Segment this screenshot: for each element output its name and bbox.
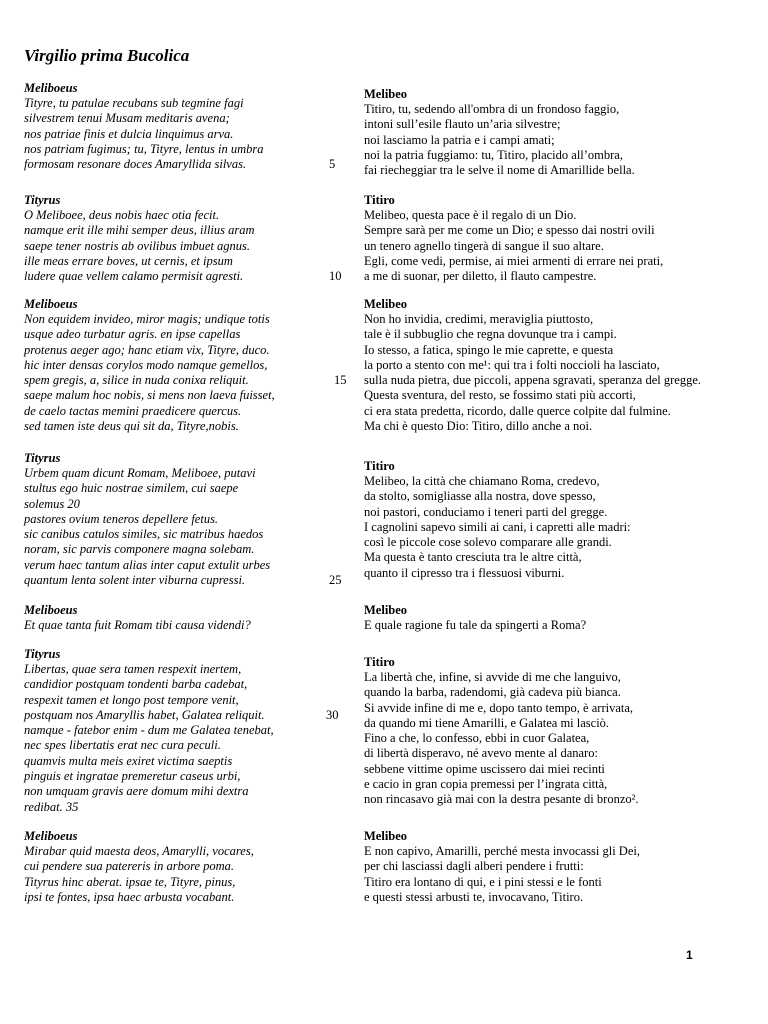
verse-line: postquam nos Amaryllis habet, Galatea reliquit. 30 bbox=[24, 707, 339, 722]
verse-line: Et quae tanta fuit Romam tibi causa videndi? bbox=[24, 618, 251, 632]
italian-stanza bbox=[364, 192, 663, 284]
verse-line: La libertà che, infine, si avvide di me che languivo, bbox=[364, 670, 621, 684]
verse-line: Titiro, tu, sedendo all'ombra di un frondoso faggio, bbox=[364, 102, 620, 116]
verse-line: Melibeo, questa pace è il regalo di un Dio. bbox=[364, 208, 577, 222]
verse-line: hic inter densas corylos modo namque gemellos, bbox=[24, 357, 268, 372]
verse-line: redibat. 35 bbox=[24, 799, 79, 814]
latin-stanza bbox=[24, 80, 336, 172]
verse-line: solemus 20 bbox=[24, 496, 80, 511]
italian-stanza bbox=[364, 654, 639, 808]
line-number: 25 bbox=[329, 573, 342, 588]
speaker-name: Tityrus bbox=[24, 451, 61, 465]
verse-line: Questa sventura, del resto, se fossimo stati più accorti, bbox=[364, 388, 636, 403]
verse-line: O Meliboee, deus nobis haec otia fecit. bbox=[24, 208, 220, 222]
verse-line: noi lasciamo la patria e i campi amati; bbox=[364, 132, 555, 147]
verse-line: sebbene vittime opime uscissero dai miei recinti bbox=[364, 761, 605, 776]
verse-line: quamvis multa meis exiret victima saeptis bbox=[24, 753, 233, 768]
verse-line: usque adeo turbatur agris. en ipse capellas bbox=[24, 327, 241, 342]
verse-line: ci era stata predetta, ricordo, dalle querce colpite dal fulmine. bbox=[364, 403, 671, 418]
verse-line: pinguis et ingratae premeretur caseus urbi, bbox=[24, 769, 241, 784]
line-number: 15 bbox=[334, 373, 347, 388]
verse-line: Fino a che, lo confesso, ebbi in cuor Galatea, bbox=[364, 731, 590, 746]
latin-stanza bbox=[24, 646, 339, 815]
speaker-name: Tityrus bbox=[24, 193, 61, 207]
verse-line: quanto il cipresso tra i flessuosi viburni. bbox=[364, 565, 565, 580]
verse-line: verum haec tantum alias inter caput extulit urbes bbox=[24, 557, 271, 572]
verse-line: noi pastori, conduciamo i teneri parti del gregge. bbox=[364, 504, 608, 519]
verse-line: a me di suonar, per diletto, il flauto campestre. bbox=[364, 269, 597, 284]
speaker-name: Titiro bbox=[364, 193, 395, 207]
speaker-name: Meliboeus bbox=[24, 81, 78, 95]
verse-line: sed tamen iste deus qui sit da, Tityre,nobis. bbox=[24, 419, 239, 434]
verse-line: formosam resonare doces Amaryllida silvas. 5 bbox=[24, 157, 336, 172]
speaker-name: Melibeo bbox=[364, 829, 408, 843]
verse-line: Ma questa è tanto cresciuta tra le altre città, bbox=[364, 550, 582, 565]
verse-line: quantum lenta solent inter viburna cupressi. 25 bbox=[24, 573, 342, 588]
verse-line: Ma chi è questo Dio: Titiro, dillo anche a noi. bbox=[364, 419, 593, 434]
verse-line: saepe tener nostris ab ovilibus imbuet agnus. bbox=[24, 238, 251, 253]
verse-line: Urbem quam dicunt Romam, Meliboee, putavi bbox=[24, 466, 256, 480]
verse-line: Sempre sarà per me come un Dio; e spesso dai nostri ovili bbox=[364, 223, 655, 238]
verse-line: saepe malum hoc nobis, si mens non laeva fuisset, bbox=[24, 388, 275, 403]
verse-line: respexit tamen et longo post tempore venit, bbox=[24, 692, 239, 707]
verse-line: namque erit ille mihi semper deus, illius aram bbox=[24, 223, 255, 238]
latin-stanza bbox=[24, 602, 251, 633]
verse-line: tale è il subbuglio che regna dovunque tra i campi. bbox=[364, 327, 617, 342]
verse-line: sulla nuda pietra, due piccoli, appena sgravati, speranza del gregge. bbox=[364, 373, 702, 388]
speaker-name: Melibeo bbox=[364, 603, 408, 617]
verse-line: pastores ovium teneros depellere fetus. bbox=[24, 511, 219, 526]
verse-line: di libertà disperavo, né avevo mente al danaro: bbox=[364, 746, 598, 761]
verse-line: de caelo tactas memini praedicere quercus. bbox=[24, 403, 242, 418]
speaker-name: Melibeo bbox=[364, 297, 408, 311]
line-number: 5 bbox=[329, 157, 336, 172]
line-number: 30 bbox=[326, 707, 339, 722]
verse-line: nos patriae finis et dulcia linquimus arva. bbox=[24, 126, 234, 141]
verse-line: spem gregis, a, silice in nuda conixa reliquit. 15 bbox=[24, 373, 347, 388]
document-title: Virgilio prima Bucolica bbox=[24, 46, 190, 65]
verse-line: I cagnolini sapevo simili ai cani, i capretti alle madri: bbox=[364, 519, 631, 534]
verse-line: Melibeo, la città che chiamano Roma, credevo, bbox=[364, 474, 600, 488]
verse-line: Non equidem invideo, miror magis; undique totis bbox=[24, 312, 270, 326]
verse-line: candidior postquam tondenti barba cadebat, bbox=[24, 677, 248, 692]
italian-stanza bbox=[364, 86, 635, 178]
speaker-name: Tityrus bbox=[24, 647, 61, 661]
verse-line: Tityre, tu patulae recubans sub tegmine fagi bbox=[24, 96, 244, 110]
verse-line: namque - fatebor enim - dum me Galatea tenebat, bbox=[24, 723, 274, 738]
line-number: 10 bbox=[329, 269, 342, 284]
verse-line: noi la patria fuggiamo: tu, Titiro, placido all’ombra, bbox=[364, 147, 623, 162]
verse-line: Egli, come vedi, permise, ai miei armenti di errare nei prati, bbox=[364, 253, 664, 268]
verse-line: per chi lasciassi dagli alberi pendere i frutti: bbox=[364, 859, 584, 874]
speaker-name: Meliboeus bbox=[24, 829, 78, 843]
verse-line: e cacio in gran copia premessi per l’ingrata città, bbox=[364, 777, 608, 792]
verse-line: stultus ego huic nostrae similem, cui saepe bbox=[24, 481, 239, 496]
verse-line: E quale ragione fu tale da spingerti a Roma? bbox=[364, 618, 587, 632]
verse-line: noram, sic parvis componere magna solebam. bbox=[24, 542, 255, 557]
verse-line: nos patriam fugimus; tu, Tityre, lentus in umbra bbox=[24, 141, 264, 156]
verse-line: Libertas, quae sera tamen respexit inertem, bbox=[24, 662, 242, 676]
latin-stanza bbox=[24, 450, 342, 588]
italian-stanza bbox=[364, 458, 631, 581]
verse-line: Mirabar quid maesta deos, Amarylli, vocares, bbox=[24, 844, 254, 858]
verse-line: un tenero agnello tingerà di sangue il suo altare. bbox=[364, 238, 604, 253]
verse-line: non rincasavo già mai con la destra pesante di bronzo². bbox=[364, 792, 639, 807]
verse-line: non umquam gravis aere domum mihi dextra bbox=[24, 784, 249, 799]
verse-line: silvestrem tenui Musam meditaris avena; bbox=[24, 111, 230, 126]
latin-stanza bbox=[24, 828, 254, 905]
italian-stanza bbox=[364, 828, 640, 905]
verse-line: nec spes libertatis erat nec cura peculi. bbox=[24, 738, 221, 753]
verse-line: Titiro era lontano di qui, e i pini stessi e le fonti bbox=[364, 874, 602, 889]
verse-line: intoni sull’esile flauto un’aria silvestre; bbox=[364, 117, 561, 132]
verse-line: protenus aeger ago; hanc etiam vix, Tityre, duco. bbox=[24, 342, 270, 357]
latin-stanza bbox=[24, 296, 347, 434]
verse-line: ludere quae vellem calamo permisit agresti. 10 bbox=[24, 269, 342, 284]
latin-stanza bbox=[24, 192, 342, 284]
verse-line: da quando mi tiene Amarilli, e Galatea mi lasciò. bbox=[364, 715, 610, 730]
verse-line: quando la barba, radendomi, già cadeva più bianca. bbox=[364, 685, 621, 700]
verse-line: Tityrus hinc aberat. ipsae te, Tityre, pinus, bbox=[24, 874, 236, 889]
speaker-name: Titiro bbox=[364, 459, 395, 473]
verse-line: ipsi te fontes, ipsa haec arbusta vocabant. bbox=[24, 889, 235, 904]
italian-stanza bbox=[364, 296, 701, 434]
verse-line: sic canibus catulos similes, sic matribus haedos bbox=[24, 527, 264, 542]
page-number: 1 bbox=[686, 948, 693, 962]
verse-line: Io stesso, a fatica, spingo le mie caprette, e questa bbox=[364, 342, 614, 357]
speaker-name: Titiro bbox=[364, 655, 395, 669]
italian-stanza bbox=[364, 602, 586, 633]
speaker-name: Melibeo bbox=[364, 87, 408, 101]
verse-line: E non capivo, Amarilli, perché mesta invocassi gli Dei, bbox=[364, 844, 640, 858]
speaker-name: Meliboeus bbox=[24, 297, 78, 311]
verse-line: e questi stessi arbusti te, invocavano, Titiro. bbox=[364, 889, 584, 904]
verse-line: fai riecheggiar tra le selve il nome di Amarillide bella. bbox=[364, 163, 635, 178]
verse-line: ille meas errare boves, ut cernis, et ipsum bbox=[24, 253, 233, 268]
speaker-name: Meliboeus bbox=[24, 603, 78, 617]
verse-line: così le piccole cose solevo comparare alle grandi. bbox=[364, 535, 612, 550]
verse-line: cui pendere sua patereris in arbore poma. bbox=[24, 859, 235, 874]
verse-line: da stolto, somigliasse alla nostra, dove spesso, bbox=[364, 489, 596, 504]
verse-line: la porto a stento con me¹: qui tra i folti noccioli ha lasciato, bbox=[364, 357, 660, 372]
verse-line: Si avvide infine di me e, dopo tanto tempo, è arrivata, bbox=[364, 700, 634, 715]
verse-line: Non ho invidia, credimi, meraviglia piuttosto, bbox=[364, 312, 594, 326]
